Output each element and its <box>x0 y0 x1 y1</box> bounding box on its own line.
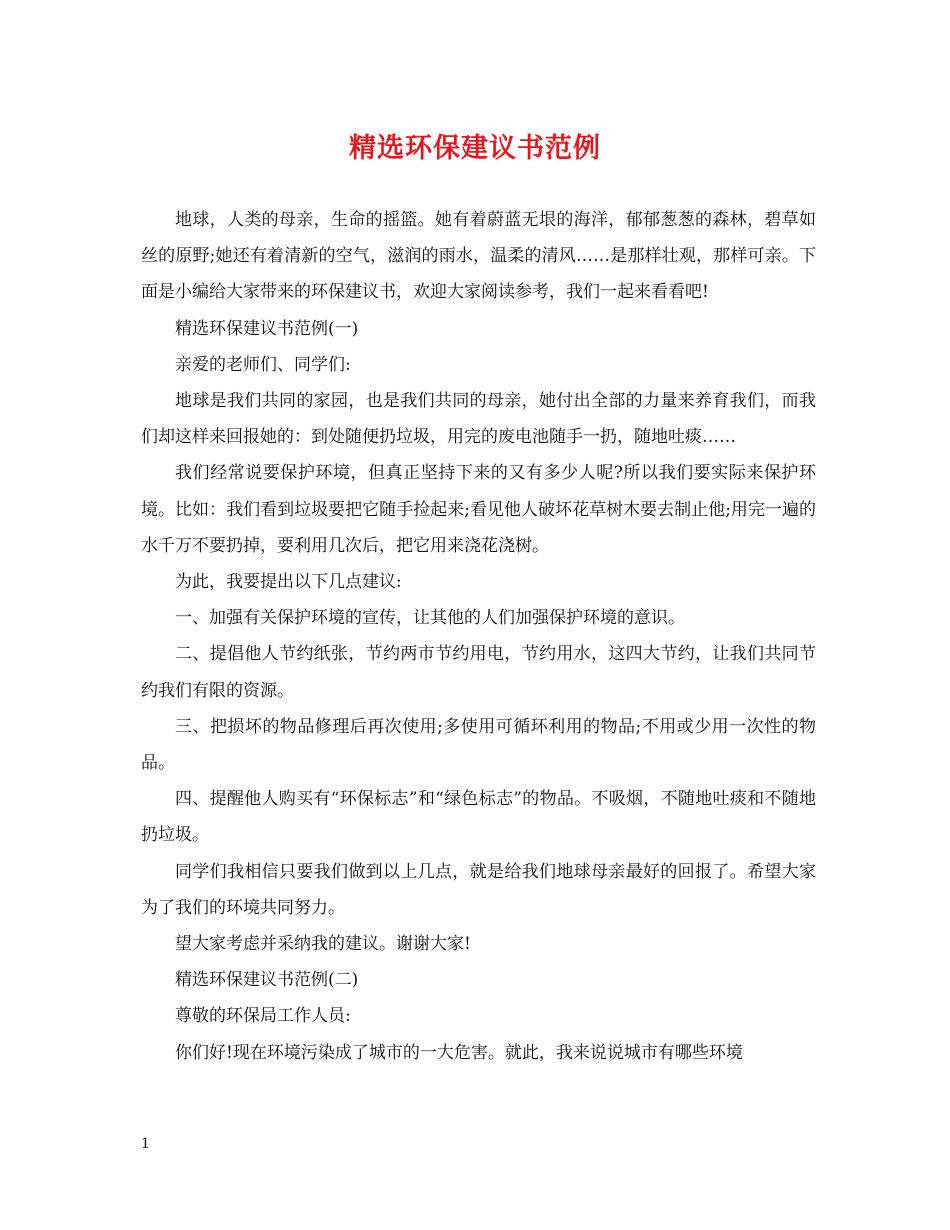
paragraph: 为此，我要提出以下几点建议: <box>175 572 402 593</box>
suggestion-item: 四、提醒他人购买有“环保标志”和“绿色标志”的物品。不吸烟，不随地吐痰和不随地扔垃圾。 <box>141 789 816 846</box>
document-title: 精选环保建议书范例 <box>349 133 601 164</box>
suggestion-item: 一、加强有关保护环境的宣传，让其他的人们加强保护环境的意识。 <box>175 608 685 629</box>
paragraph-intro: 地球，人类的母亲，生命的摇篮。她有着蔚蓝无垠的海洋，郁郁葱葱的森林，碧草如丝的原野;她还有着清新的空气，滋润的雨水，温柔的清风……是那样壮观，那样可亲。下面是小编给大家带来的环保建议书，欢迎大家阅读参考，我们一起来看看吧! <box>141 210 816 303</box>
salutation-1: 亲爱的老师们、同学们: <box>175 354 351 375</box>
paragraph: 望大家考虑并采纳我的建议。谢谢大家! <box>175 934 471 955</box>
salutation-2: 尊敬的环保局工作人员: <box>175 1006 351 1027</box>
document-body <box>141 202 816 1071</box>
suggestion-item: 二、提倡他人节约纸张，节约两市节约用电，节约用水，这四大节约，让我们共同节约我们有限的资源。 <box>141 644 816 701</box>
paragraph: 我们经常说要保护环境，但真正坚持下来的又有多少人呢?所以我们要实际来保护环境。比如：我们看到垃圾要把它随手捡起来;看见他人破坏花草树木要去制止他;用完一遍的水千万不要扔掉，要利用几次后，把它用来浇花浇树。 <box>141 463 816 556</box>
paragraph: 同学们我相信只要我们做到以上几点，就是给我们地球母亲最好的回报了。希望大家为了我们的环境共同努力。 <box>141 861 816 918</box>
suggestion-item: 三、把损坏的物品修理后再次使用;多使用可循环利用的物品;不用或少用一次性的物品。 <box>141 716 816 774</box>
page-number: 1 <box>141 1136 150 1152</box>
section-heading-2: 精选环保建议书范例(二) <box>175 970 359 991</box>
paragraph: 地球是我们共同的家园，也是我们共同的母亲，她付出全部的力量来养育我们，而我们却这样来回报她的：到处随便扔垃圾，用完的废电池随手一扔，随地吐痰…… <box>141 391 816 448</box>
section-heading-1: 精选环保建议书范例(一) <box>175 318 359 339</box>
paragraph: 你们好!现在环境污染成了城市的一大危害。就此，我来说说城市有哪些环境 <box>175 1042 743 1063</box>
